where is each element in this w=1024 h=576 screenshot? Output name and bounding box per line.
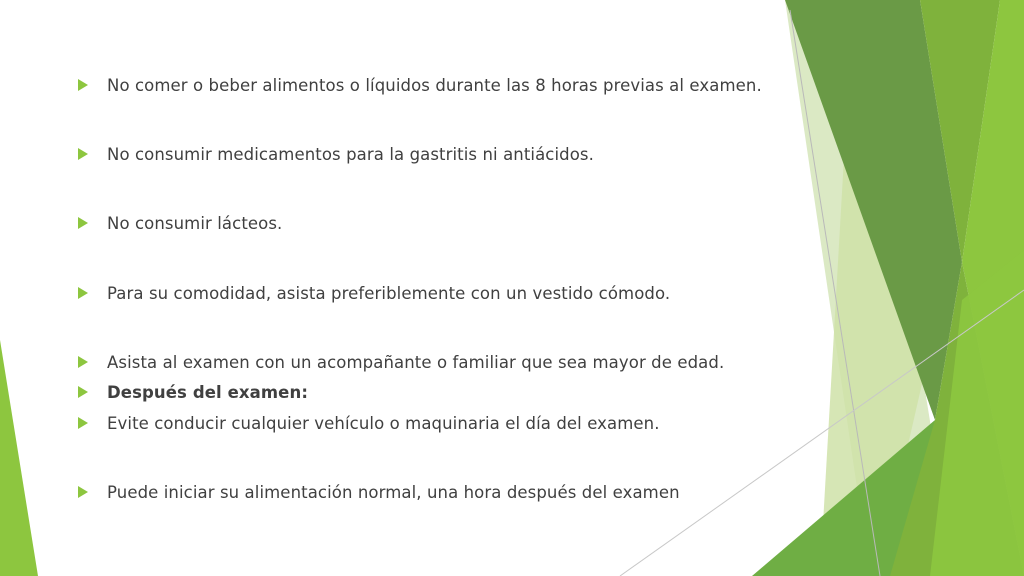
bullet-text: Evite conducir cualquier vehículo o maquinaria el día del examen. xyxy=(107,413,660,433)
bullet-text: Para su comodidad, asista preferiblemente con un vestido cómodo. xyxy=(107,283,671,303)
bullet-item xyxy=(78,481,680,503)
triangle-right-icon xyxy=(78,486,88,498)
bullet-item xyxy=(78,381,308,403)
bullet-text: No consumir medicamentos para la gastritis ni antiácidos. xyxy=(107,144,594,164)
bullet-item xyxy=(78,282,670,304)
triangle-right-icon xyxy=(78,386,88,398)
triangle-right-icon xyxy=(78,356,88,368)
triangle-right-icon xyxy=(78,287,88,299)
triangle-right-icon xyxy=(78,217,88,229)
triangle-right-icon xyxy=(78,79,88,91)
bullet-item xyxy=(78,74,762,96)
triangle-right-icon xyxy=(78,148,88,160)
bullet-item xyxy=(78,412,660,434)
bullet-text: No consumir lácteos. xyxy=(107,213,283,233)
bullet-text: Puede iniciar su alimentación normal, una hora después del examen xyxy=(107,482,680,502)
triangle-right-icon xyxy=(78,417,88,429)
bullet-item xyxy=(78,351,724,373)
bullet-text: No comer o beber alimentos o líquidos durante las 8 horas previas al examen. xyxy=(107,75,762,95)
bullet-item xyxy=(78,143,594,165)
bullet-text: Asista al examen con un acompañante o familiar que sea mayor de edad. xyxy=(107,352,725,372)
section-heading: Después del examen: xyxy=(107,382,309,402)
bullet-item xyxy=(78,212,282,234)
